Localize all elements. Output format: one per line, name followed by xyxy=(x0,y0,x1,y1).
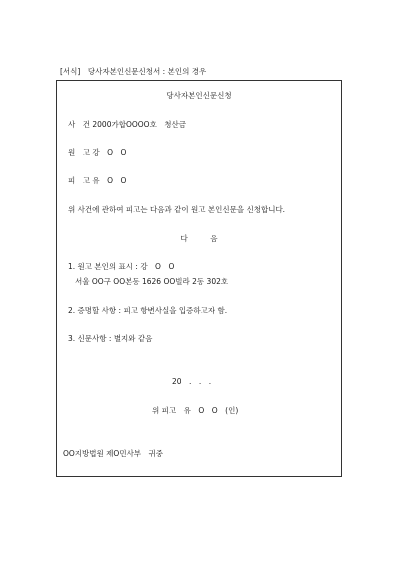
form-title: 당사자본인신문신청 xyxy=(166,91,232,100)
request-sentence: 위 사건에 관하여 피고는 다음과 같이 원고 본인신문을 신청합니다. xyxy=(68,205,286,214)
signature-line: 위 피고 유 O O (인) xyxy=(152,406,239,415)
case-line: 사 건 2000가합OOOO호 청산금 xyxy=(68,120,187,129)
item-3-line: 3. 신문사항 : 별지와 같음 xyxy=(68,334,153,343)
form-caption: [서식] 당사자본인신문신청서 : 본인의 경우 xyxy=(60,67,207,76)
defendant-line: 피 고 유 O O xyxy=(68,176,127,185)
addressee-line: OO지방법원 제O민사부 귀중 xyxy=(63,449,164,458)
item-1-line-1: 1. 원고 본인의 표시 : 강 O O xyxy=(68,262,175,271)
date-line: 20 . . . xyxy=(172,377,212,386)
section-heading: 다 음 xyxy=(180,234,218,243)
plaintiff-line: 원 고 강 O O xyxy=(68,148,127,157)
item-1-line-2: 서울 OO구 OO본동 1626 OO빌라 2동 302호 xyxy=(75,277,229,286)
application-form xyxy=(56,80,342,477)
item-2-line: 2. 증명할 사항 : 피고 항변사실을 입증하고자 함. xyxy=(68,306,228,315)
